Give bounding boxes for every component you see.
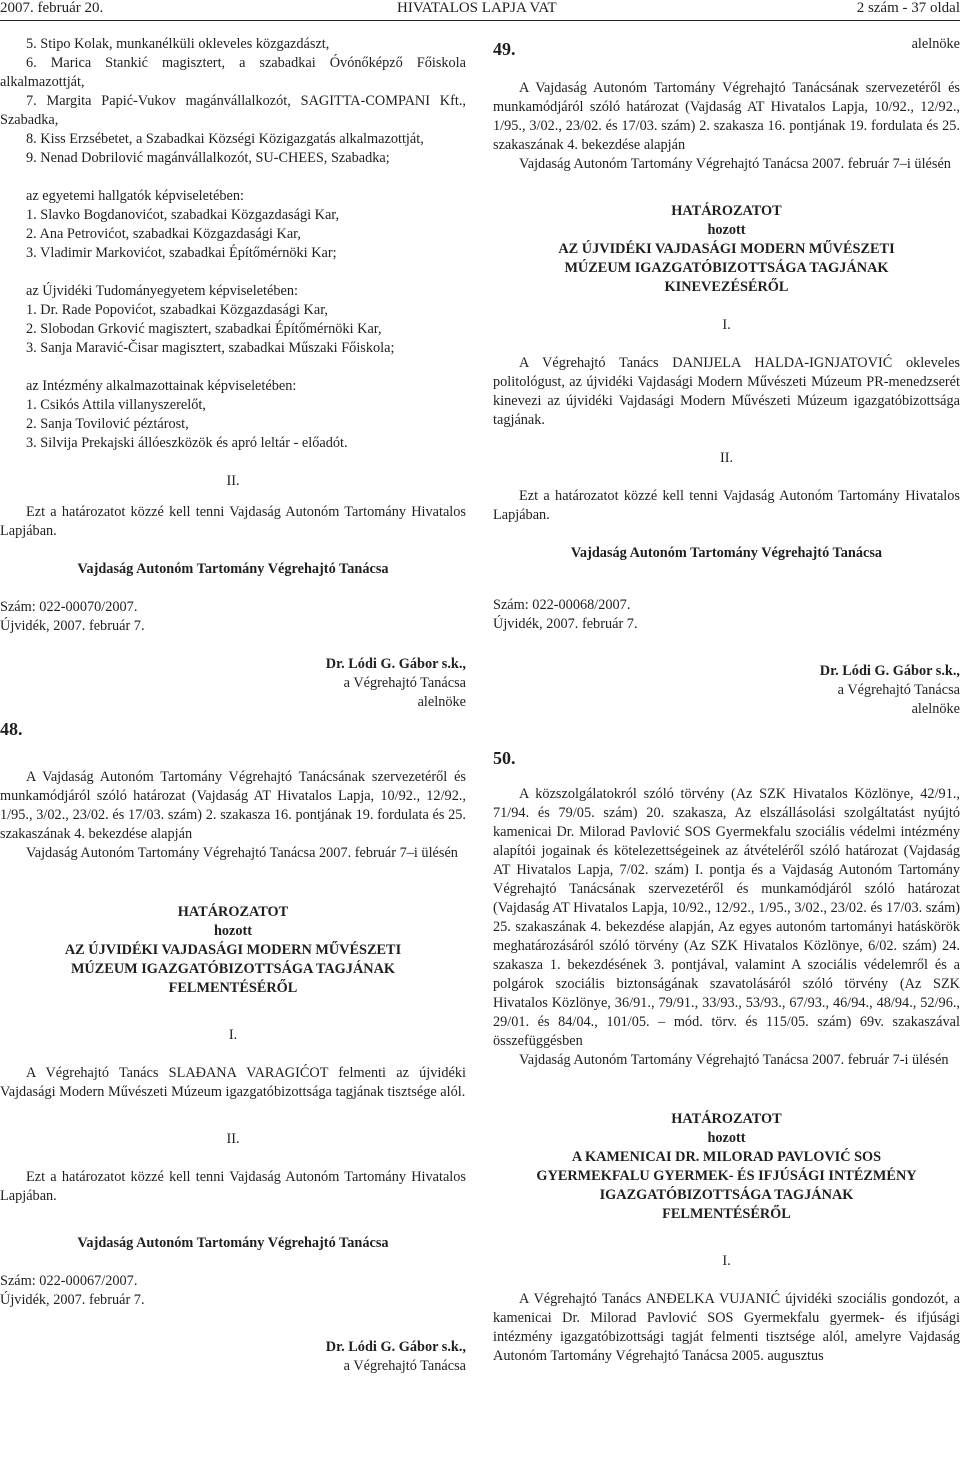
council-name: Vajdaság Autonóm Tartomány Végrehajtó Tanácsa: [77, 1235, 389, 1251]
header-journal: HIVATALOS LAPJA VAT: [397, 0, 557, 16]
decision-title: GYERMEKFALU GYERMEK- ÉS IFJÚSÁGI INTÉZMÉNY: [536, 1168, 917, 1184]
header-rule: [0, 20, 960, 21]
section-number: I.: [722, 317, 731, 333]
section-number: II.: [719, 450, 734, 466]
decision-number: 50.: [493, 748, 516, 768]
right-column: [493, 35, 960, 1366]
decision-body: A Végrehajtó Tanács ANĐELKA VUJANIĆ újvidéki szociális gondozót, a kamenicai Dr. Milorad Pavlović SOS Gyermekfalu gyermek- és ifjúsági intézmény igazgatóbizottsági tagját felmenti tisztsége alól, amelyre Vajdaság Autonóm Tartomány Végrehajtó Tanácsa 2005. augusztus: [493, 1291, 960, 1364]
signatory-name: Dr. Lódi G. Gábor s.k.,: [325, 656, 466, 672]
list-item: 7. Margita Papić-Vukov magánvállalkozót, SAGITTA-COMPANI Kft., Szabadka,: [0, 93, 466, 128]
list-item: 6. Marica Stankić magisztert, a szabadkai Óvónőképző Főiskola alkalmazottját,: [0, 55, 466, 90]
document-number: Szám: 022-00068/2007.: [493, 597, 631, 613]
signatory-role: alelnöke: [417, 694, 466, 710]
students-heading: az egyetemi hallgatók képviseletében:: [26, 188, 244, 204]
section-number: II.: [226, 473, 240, 489]
decision-title: FELMENTÉSÉRŐL: [662, 1206, 791, 1222]
document-number: Szám: 022-00067/2007.: [0, 1273, 138, 1289]
list-item: 1. Dr. Rade Popovićot, szabadkai Közgazdasági Kar,: [26, 302, 328, 318]
publish-clause: Ezt a határozatot közzé kell tenni Vajdaság Autonóm Tartomány Hivatalos Lapjában.: [0, 504, 466, 539]
document-number: Szám: 022-00070/2007.: [0, 599, 138, 615]
signatory-title: a Végrehajtó Tanácsa: [343, 675, 466, 691]
document-date: Újvidék, 2007. február 7.: [493, 616, 638, 632]
decision-title: hozott: [707, 1130, 746, 1146]
decision-body: A Végrehajtó Tanács DANIJELA HALDA-IGNJATOVIĆ okleveles politológust, az újvidéki Vajdasági Modern Művészeti Múzeum PR-menedzserét kinevezi az újvidéki Vajdasági Modern Művészeti Múzeum igazgatóbizottsága tagjának.: [493, 355, 960, 428]
signatory-title: a Végrehajtó Tanácsa: [343, 1358, 466, 1374]
list-item: 3. Vladimir Markovićot, szabadkai Építőmérnöki Kar;: [26, 245, 337, 261]
signatory-name: Dr. Lódi G. Gábor s.k.,: [819, 663, 960, 679]
list-item: 1. Slavko Bogdanovićot, szabadkai Közgazdasági Kar,: [26, 207, 340, 223]
decision-number: 48.: [0, 719, 23, 739]
signatory-role: alelnöke: [911, 701, 960, 717]
decision-preamble-session: Vajdaság Autonóm Tartomány Végrehajtó Tanácsa 2007. február 7–i ülésén: [519, 156, 951, 172]
section-number: I.: [228, 1027, 238, 1043]
decision-preamble-session: Vajdaság Autonóm Tartomány Végrehajtó Tanácsa 2007. február 7–i ülésén: [26, 845, 458, 861]
publish-clause: Ezt a határozatot közzé kell tenni Vajdaság Autonóm Tartomány Hivatalos Lapjában.: [0, 1169, 466, 1204]
decision-preamble: A Vajdaság Autonóm Tartomány Végrehajtó Tanácsának szervezetéről és munkamódjáról szóló határozat (Vajdaság AT Hivatalos Lapja, 10/92., 12/92., 1/95., 3/02., 23/02. és 17/03. szám) 2. szakasza 16. pontjának 19. fordulata és 25. szakaszának 4. bekezdése alapján: [493, 80, 960, 153]
signatory-role: alelnöke: [911, 36, 960, 52]
decision-title: KINEVEZÉSÉRŐL: [664, 279, 789, 295]
decision-48: [0, 718, 466, 1376]
decision-title: AZ ÚJVIDÉKI VAJDASÁGI MODERN MŰVÉSZETI: [64, 942, 402, 958]
document-date: Újvidék, 2007. február 7.: [0, 1292, 145, 1308]
decision-title: HATÁROZATOT: [177, 904, 289, 920]
section-number: I.: [722, 1253, 731, 1269]
decision-title: HATÁROZATOT: [671, 203, 782, 219]
university-heading: az Újvidéki Tudományegyetem képviseletében:: [26, 283, 298, 299]
list-item: 2. Sanja Tovilović péztárost,: [26, 416, 189, 432]
list-item: 8. Kiss Erzsébetet, a Szabadkai Községi Közigazgatás alkalmazottját,: [26, 131, 424, 147]
council-name: Vajdaság Autonóm Tartomány Végrehajtó Tanácsa: [77, 561, 389, 577]
decision-title: HATÁROZATOT: [671, 1111, 782, 1127]
page-header: [0, 0, 960, 20]
left-column: [0, 35, 466, 1376]
signatory-title: a Végrehajtó Tanácsa: [837, 682, 960, 698]
publish-clause: Ezt a határozatot közzé kell tenni Vajdaság Autonóm Tartomány Hivatalos Lapjában.: [493, 488, 960, 523]
decision-preamble-session: Vajdaság Autonóm Tartomány Végrehajtó Tanácsa 2007. február 7-i ülésén: [519, 1052, 949, 1068]
decision-title: FELMENTÉSÉRŐL: [168, 980, 298, 996]
decision-title: IGAZGATÓBIZOTTSÁGA TAGJÁNAK: [599, 1187, 854, 1203]
decision-preamble: A Vajdaság Autonóm Tartomány Végrehajtó Tanácsának szervezetéről és munkamódjáról szóló határozat (Vajdaság AT Hivatalos Lapja, 10/92., 12/92., 1/95., 3/02., 23/02. és 17/03. szám) 2. szakasza 16. pontjának 19. fordulata és 25. szakaszának 4. bekezdése alapján: [0, 769, 466, 842]
decision-title: AZ ÚJVIDÉKI VAJDASÁGI MODERN MŰVÉSZETI: [558, 241, 895, 257]
decision-title: MÚZEUM IGAZGATÓBIZOTTSÁGA TAGJÁNAK: [564, 260, 889, 276]
list-item: 5. Stipo Kolak, munkanélküli okleveles közgazdászt,: [26, 36, 330, 52]
decision-49: [493, 35, 960, 719]
decision-title: hozott: [707, 222, 746, 238]
section-number: II.: [226, 1131, 240, 1147]
staff-heading: az Intézmény alkalmazottainak képviseletében:: [26, 378, 297, 394]
document-date: Újvidék, 2007. február 7.: [0, 618, 145, 634]
decision-title: A KAMENICAI DR. MILORAD PAVLOVIĆ SOS: [571, 1149, 882, 1165]
decision-preamble: A közszolgálatokról szóló törvény (Az SZK Hivatalos Közlönye, 42/91., 71/94. és 79/05. szám) 20. szakasza, Az elszállásolási szolgáltatást nyújtó kamenicai Dr. Milorad Pavlović SOS Gyermekfalu szociális védelmi intézmény alapítói jogainak és kötelezettségeinek az átvételéről szóló határozat (Vajdaság AT Hivatalos Lapja, 7/02. szám) I. pontja és a Vajdaság Autonóm Tartomány Végrehajtó Tanácsának szervezetéről és munkamódjáról szóló határozat (Vajdaság AT Hivatalos Lapja, 10/92., 12/92., 1/95., 3/02., 23/02. és 17/03. szám) 25. szakaszának 4. bekezdése alapján, Az egyes autonóm tartományi hatáskörök meghatározásáról szóló törvény (Az SZK Hivatalos Közlönye, 6/02. szám) 24. szakasza 1. bekezdésének 3. pontjával, valamint A szociális védelemről és a polgárok szociális biztonságának szavatolásáról szóló törvény (Az SZK Hivatalos Közlönye, 36/91., 79/91., 33/93., 53/93., 67/93., 46/94., 48/94., 52/96., 29/01. és 84/04., 101/05. – mód. törv. és 115/05. szám) 69v. szakaszával összefüggésben: [493, 786, 960, 1049]
list-item: 3. Sanja Maravić-Čisar magisztert, szabadkai Műszaki Főiskola;: [26, 340, 395, 356]
decision-50: [493, 747, 960, 1366]
list-item: 9. Nenad Dobrilović magánvállalkozót, SU-CHEES, Szabadka;: [26, 150, 390, 166]
decision-body: A Végrehajtó Tanács SLAĐANA VARAGIĆOT felmenti az újvidéki Vajdasági Modern Művészeti Múzeum igazgatóbizottsága tagjának tisztsége alól.: [0, 1065, 466, 1100]
decision-title: hozott: [213, 923, 253, 939]
decision-title: MÚZEUM IGAZGATÓBIZOTTSÁGA TAGJÁNAK: [70, 961, 396, 977]
list-item: 1. Csikós Attila villanyszerelőt,: [26, 397, 206, 413]
list-item: 3. Silvija Prekajski állóeszközök és apró leltár - előadót.: [26, 435, 348, 451]
member-list-continued: [0, 35, 466, 712]
council-name: Vajdaság Autonóm Tartomány Végrehajtó Tanácsa: [570, 545, 883, 561]
signatory-name: Dr. Lódi G. Gábor s.k.,: [325, 1339, 466, 1355]
header-issue: 2 szám - 37 oldal: [856, 0, 960, 16]
list-item: 2. Slobodan Grković magisztert, szabadkai Építőmérnöki Kar,: [26, 321, 382, 337]
list-item: 2. Ana Petrovićot, szabadkai Közgazdasági Kar,: [26, 226, 301, 242]
header-date: 2007. február 20.: [0, 0, 104, 16]
decision-number: 49.: [493, 39, 516, 59]
